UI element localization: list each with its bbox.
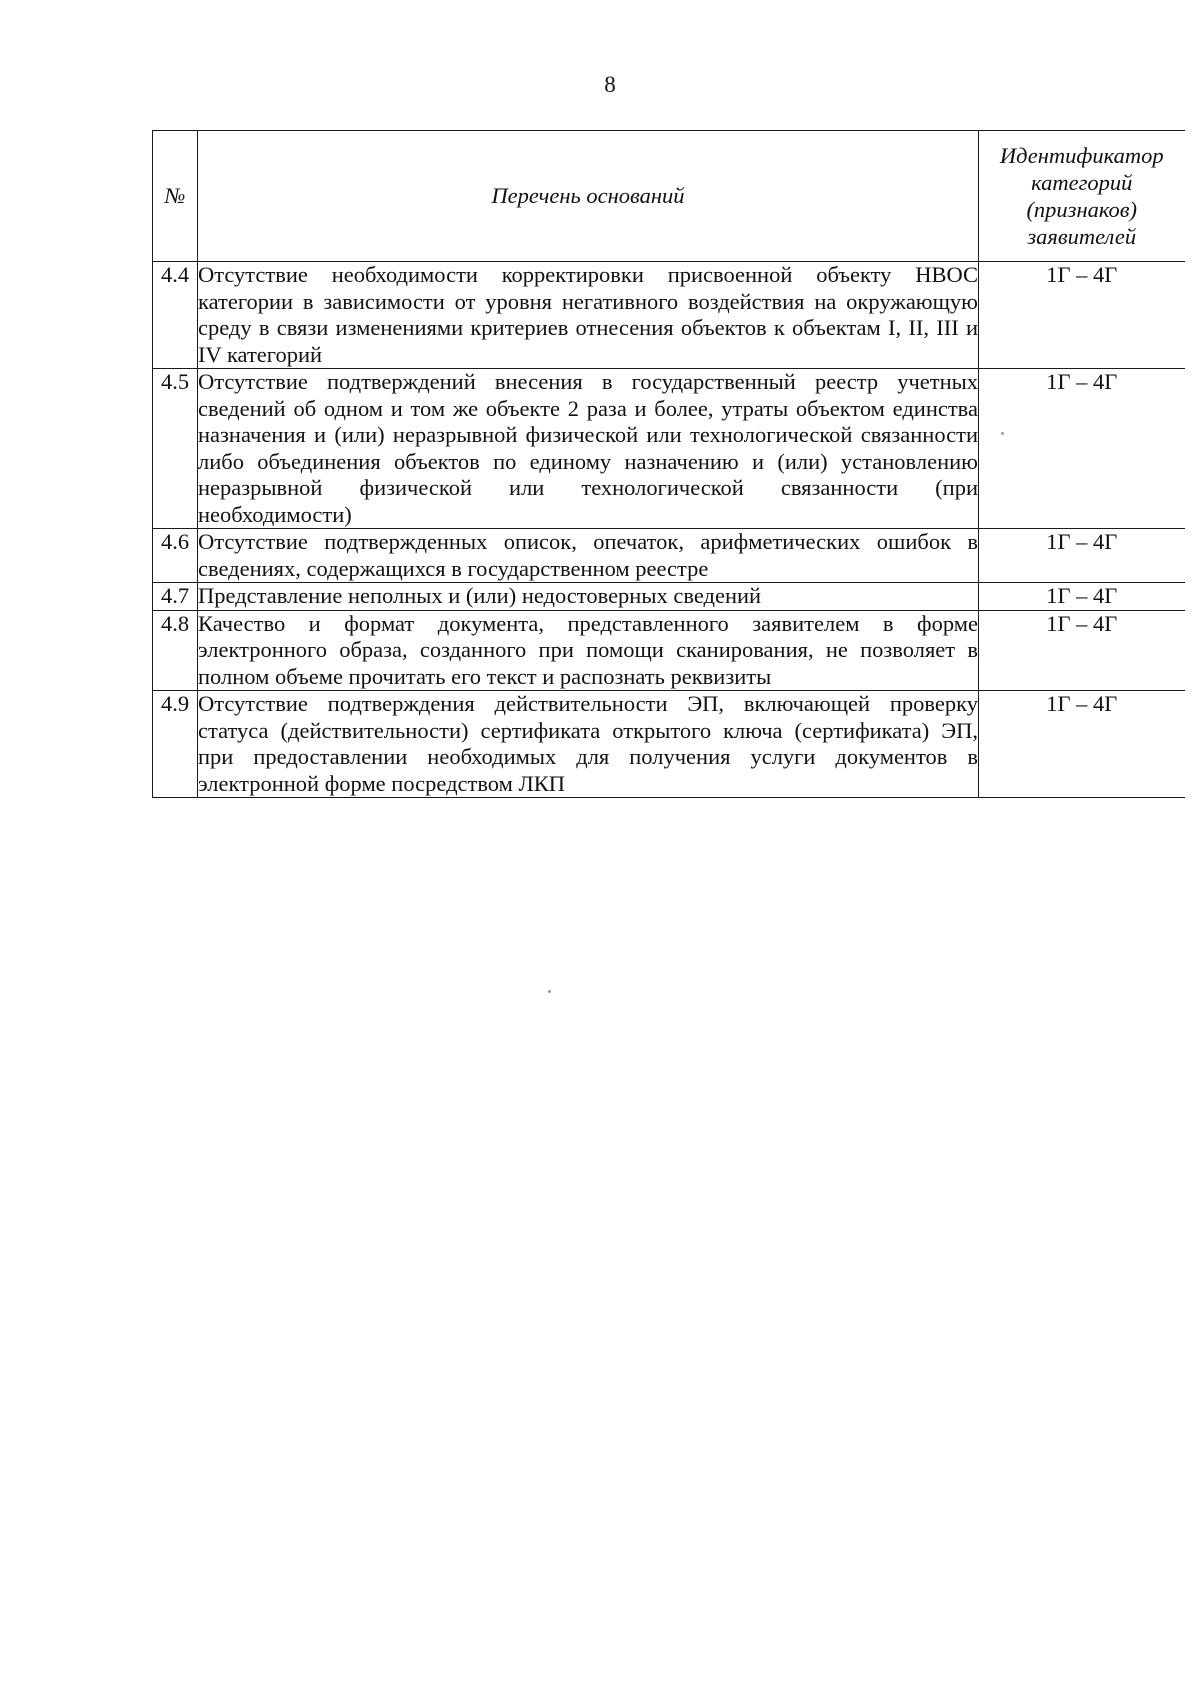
row-category-id: 1Г – 4Г (979, 262, 1185, 369)
row-ground-text: Качество и формат документа, представленного заявителем в форме электронного образа, созданного при помощи сканирования, не позволяет в полном объеме прочитать его текст и распознать реквизиты (198, 610, 978, 689)
row-number: 4.6 (153, 529, 198, 583)
row-number: 4.5 (153, 369, 198, 529)
row-ground-text: Отсутствие подтвержденных описок, опечаток, арифметических ошибок в сведениях, содержащихся в государственном реестре (198, 529, 978, 581)
table-row (153, 369, 1185, 529)
row-ground-text: Представление неполных и (или) недостоверных сведений (198, 583, 979, 611)
page-number: 8 (604, 72, 616, 97)
scan-speck (1001, 432, 1004, 435)
row-ground-text: Отсутствие необходимости корректировки присвоенной объекту НВОС категории в зависимости от уровня негативного воздействия на окружающую среду в связи изменениями критериев отнесения объектов к объектам I, II, III и IV категорий (198, 262, 978, 367)
row-category-id: 1Г – 4Г (979, 691, 1185, 798)
row-category-id: 1Г – 4Г (979, 610, 1185, 691)
row-ground-text: Отсутствие подтверждений внесения в государственный реестр учетных сведений об одном и том же объекте 2 раза и более, утраты объектом единства назначения и (или) неразрывной физической или технологической связанности либо объединения объектов по единому назначению и (или) установлению неразрывной физической или технологической связанности (при необходимости) (198, 369, 978, 527)
table-row (153, 262, 1185, 369)
table-row (153, 610, 1185, 691)
header-category-identifier: Идентификатор категорий (признаков) заявителей (979, 131, 1185, 262)
header-number: № (153, 131, 198, 262)
row-ground-text: Отсутствие подтверждения действительности ЭП, включающей проверку статуса (действительности) сертификата открытого ключа (сертификата) ЭП, при предоставлении необходимых для получения услуги документов в электронной форме посредством ЛКП (198, 691, 978, 796)
row-number: 4.4 (153, 262, 198, 369)
row-number: 4.8 (153, 610, 198, 691)
table-header-row (153, 131, 1185, 262)
row-category-id: 1Г – 4Г (979, 583, 1185, 611)
table-row (153, 529, 1185, 583)
table-row (153, 691, 1185, 798)
scan-speck (548, 990, 551, 993)
row-category-id: 1Г – 4Г (979, 369, 1185, 529)
header-grounds-list: Перечень оснований (198, 131, 979, 262)
row-number: 4.9 (153, 691, 198, 798)
table-row (153, 583, 1185, 611)
row-category-id: 1Г – 4Г (979, 529, 1185, 583)
grounds-table (152, 130, 1185, 798)
row-number: 4.7 (153, 583, 198, 611)
